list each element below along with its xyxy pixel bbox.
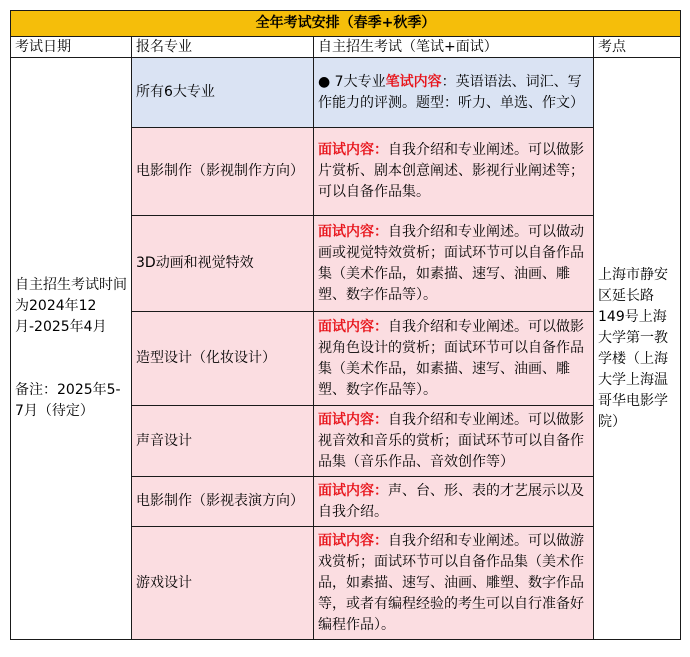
- content-text: ：英语语法、词汇、写作能力的评测。题型：听力、单选、作文）: [318, 73, 584, 111]
- major-cell: 游戏设计: [132, 527, 314, 640]
- content-text: 自我介绍和专业阐述。可以做影视音效和音乐的赏析；面试环节可以自备作品集（音乐作品、音效创作等）: [318, 411, 584, 470]
- header-date: 考试日期: [11, 37, 132, 58]
- title-row: [11, 11, 681, 37]
- header-row: [11, 37, 681, 58]
- exam-content-cell: [314, 527, 594, 640]
- exam-content-cell: [314, 58, 594, 128]
- content-highlight: 笔试内容: [385, 73, 442, 90]
- exam-date-text: 自主招生考试时间为2024年12月-2025年4月: [15, 277, 127, 335]
- content-highlight: 面试内容：: [318, 142, 388, 158]
- major-cell: 电影制作（影视表演方向）: [132, 477, 314, 527]
- major-cell: 声音设计: [132, 406, 314, 477]
- table-row: [11, 58, 681, 128]
- exam-date-cell: [11, 58, 132, 640]
- major-cell: 3D动画和视觉特效: [132, 216, 314, 312]
- exam-date-note: 备注：2025年5-7月（待定）: [15, 382, 121, 419]
- table-title: 全年考试安排（春季+秋季）: [11, 11, 681, 37]
- content-text: 自我介绍和专业阐述。可以做动画或视觉特效赏析；面试环节可以自备作品集（美术作品，如素描、速写、油画、雕塑、数字作品等）。: [318, 223, 584, 303]
- content-text: 自我介绍和专业阐述。可以做影视角色设计的赏析；面试环节可以自备作品集（美术作品，如素描、速写、油画、雕塑、数字作品等）。: [318, 318, 584, 398]
- exam-content-cell: [314, 406, 594, 477]
- major-cell: 电影制作（影视制作方向）: [132, 128, 314, 216]
- content-highlight: 面试内容：: [318, 482, 388, 499]
- exam-content-cell: [314, 216, 594, 312]
- content-text: 声、台、形、表的才艺展示以及自我介绍。: [318, 482, 584, 520]
- content-prefix: ● 7大专业: [318, 73, 386, 90]
- header-location: 考点: [594, 37, 681, 58]
- header-major: 报名专业: [132, 37, 314, 58]
- major-cell: 造型设计（化妆设计）: [132, 312, 314, 406]
- content-text: 自我介绍和专业阐述。可以做影片赏析、剧本创意阐述、影视行业阐述等；可以自备作品集。: [318, 142, 584, 200]
- exam-schedule-table: [10, 10, 681, 640]
- header-exam: 自主招生考试（笔试+面试）: [314, 37, 594, 58]
- content-text: 自我介绍和专业阐述。可以做游戏赏析；面试环节可以自备作品集（美术作品，如素描、速写、油画、雕塑、数字作品等，或者有编程经验的考生可以自行准备好编程作品）。: [318, 532, 584, 633]
- exam-content-cell: [314, 477, 594, 527]
- major-cell: 所有6大专业: [132, 58, 314, 128]
- content-highlight: 面试内容：: [318, 411, 388, 428]
- content-highlight: 面试内容：: [318, 318, 388, 335]
- exam-content-cell: [314, 128, 594, 216]
- content-highlight: 面试内容：: [318, 532, 388, 549]
- location-cell: 上海市静安区延长路149号上海大学第一教学楼（上海大学上海温哥华电影学院）: [594, 58, 681, 640]
- exam-schedule-sheet: [10, 10, 680, 646]
- content-highlight: 面试内容：: [318, 223, 388, 240]
- exam-content-cell: [314, 312, 594, 406]
